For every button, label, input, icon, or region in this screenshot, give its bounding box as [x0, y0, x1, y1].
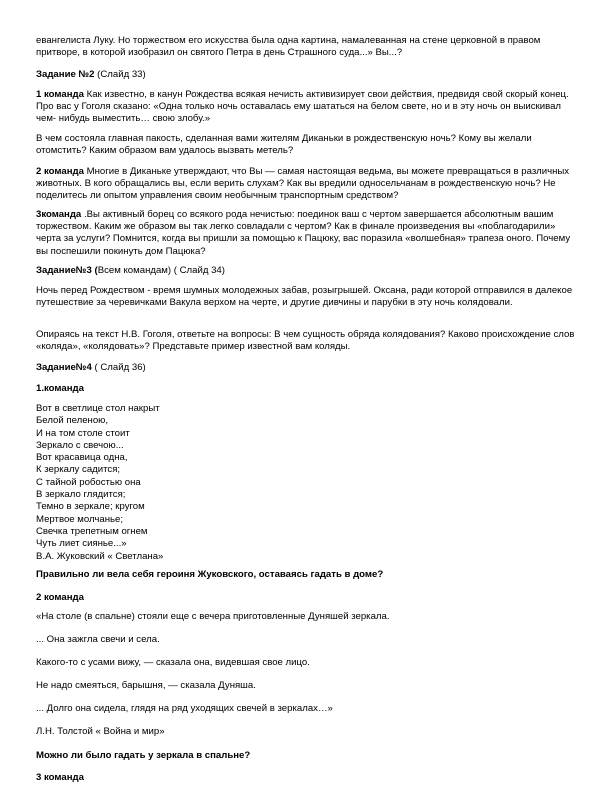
task2-team1-text: Как известно, в канун Рождества всякая нечисть активизирует свои действия, предвидя свой скорый конец. Про вас у Гоголя сказано: «Одна только ночь оставалась ему шататься на белом свете, но и в эту ночь он выискивал чем- нибудь выместить… свою злобу.» [36, 89, 569, 125]
task2-team1-question: В чем состояла главная пакость, сделанная вами жителям Диканьки в рождественскую ночь? Кому вы желали отомстить? Каким образом вам удалось вызвать метель? [36, 133, 532, 157]
task2-heading [36, 69, 576, 81]
task2-team1-label: 1 команда [36, 89, 84, 100]
poem-line: К зеркалу садится; [36, 464, 121, 476]
poem-line: Зеркало с свечою... [36, 439, 124, 451]
task3-heading-bold: Задание№3 ( [36, 265, 98, 276]
task2-team2-label: 2 команда [36, 166, 84, 177]
task3-heading [36, 265, 576, 277]
task4-team2-question: Можно ли было гадать у зеркала в спальне? [36, 750, 251, 761]
task4-heading [36, 362, 576, 374]
poem-attribution: В.А. Жуковский « Светлана» [36, 550, 164, 562]
poem-line: С тайной робостью она [36, 476, 141, 488]
intro-paragraph: евангелиста Луку. Но торжеством его искусства была одна картина, намалеванная на стене церковной в правом притворе, в которой изобразил он святого Петра в день Страшного суда...» Вы...? [36, 35, 541, 59]
task3-paragraph-1: Ночь перед Рождеством - время шумных молодежных забав, розыгрышей. Оксана, ради которой отправился в далекое путешествие за черевичками Вакула верхом на черте, и другие дивчины и парубки в эту ночь колядовали. [36, 285, 573, 309]
task2-heading-bold: Задание №2 [36, 69, 95, 80]
task2-team2-paragraph [36, 166, 576, 203]
poem-line: Мертвое молчанье; [36, 513, 124, 525]
war-and-peace-line: ... Она зажгла свечи и села. [36, 634, 160, 645]
poem-line: Вот красавица одна, [36, 452, 128, 464]
task2-heading-rest: (Слайд 33) [94, 69, 146, 80]
task2-team2-text: Многие в Диканьке утверждают, что Вы — самая настоящая ведьма, вы можете превращаться в различных животных. В кого обращались вы, если верить слухам? Как вы вредили односельчанам в рождественскую ночь? Не поделитесь ли опытом управления своим необычным транспортным средством? [36, 166, 570, 202]
task4-heading-rest: ( Слайд 36) [91, 362, 146, 373]
task2-team1-paragraph [36, 89, 576, 126]
poem-line: В зеркало глядится; [36, 489, 126, 501]
poem-line: Вот в светлице стол накрыт [36, 403, 160, 414]
task4-team1-label: 1.команда [36, 383, 84, 394]
war-and-peace-line: ... Долго она сидела, глядя на ряд уходящих свечей в зеркалах…» [36, 703, 333, 714]
task2-team3-text: .Вы активный борец со всякого рода нечистью: поединок ваш с чертом завершается абсолютным вашим торжеством. Каким же образом вы так легко совладали с чертом? Как в финале произведения вы «поблагодарили» черта за услуги? Помнится, когда вы пришли за помощью к Пацюку, вас поразила «волшебная» трапеза оного. Почему вы поспешили покинуть дом Пацюка? [36, 209, 571, 257]
poem-line: Белой пеленою, [36, 415, 109, 427]
task2-team3-label: 3команда [36, 209, 82, 220]
war-and-peace-line: Не надо смеяться, барышня, — сказала Дуняша. [36, 680, 256, 691]
poem-line: И на том столе стоит [36, 427, 130, 439]
poem-line: Свечка трепетным огнем [36, 525, 148, 537]
war-and-peace-attribution: Л.Н. Толстой « Война и мир» [36, 726, 165, 737]
poem-line: Темно в зеркале; кругом [36, 501, 145, 513]
task2-team3-paragraph [36, 209, 576, 258]
task4-team3-label: 3 команда [36, 772, 84, 783]
task3-heading-rest: Всем командам) ( Слайд 34) [97, 265, 225, 276]
svetlana-poem [36, 403, 336, 563]
war-and-peace-line: Какого-то с усами вижу, — сказала она, видевшая свое лицо. [36, 657, 310, 668]
task4-heading-bold: Задание№4 [36, 362, 92, 373]
task4-team2-label: 2 команда [36, 592, 84, 603]
task3-paragraph-2: Опираясь на текст Н.В. Гоголя, ответьте на вопросы: В чем сущность обряда колядования? Каково происхождение слов «коляда», «колядовать»? Представьте пример известной вам коляды. [36, 329, 575, 353]
task4-team1-question: Правильно ли вела себя героиня Жуковского, оставаясь гадать в доме? [36, 569, 384, 580]
poem-line: Чуть лиет сиянье...» [36, 538, 127, 550]
war-and-peace-line: «На столе (в спальне) стояли еще с вечера приготовленные Дуняшей зеркала. [36, 611, 390, 622]
